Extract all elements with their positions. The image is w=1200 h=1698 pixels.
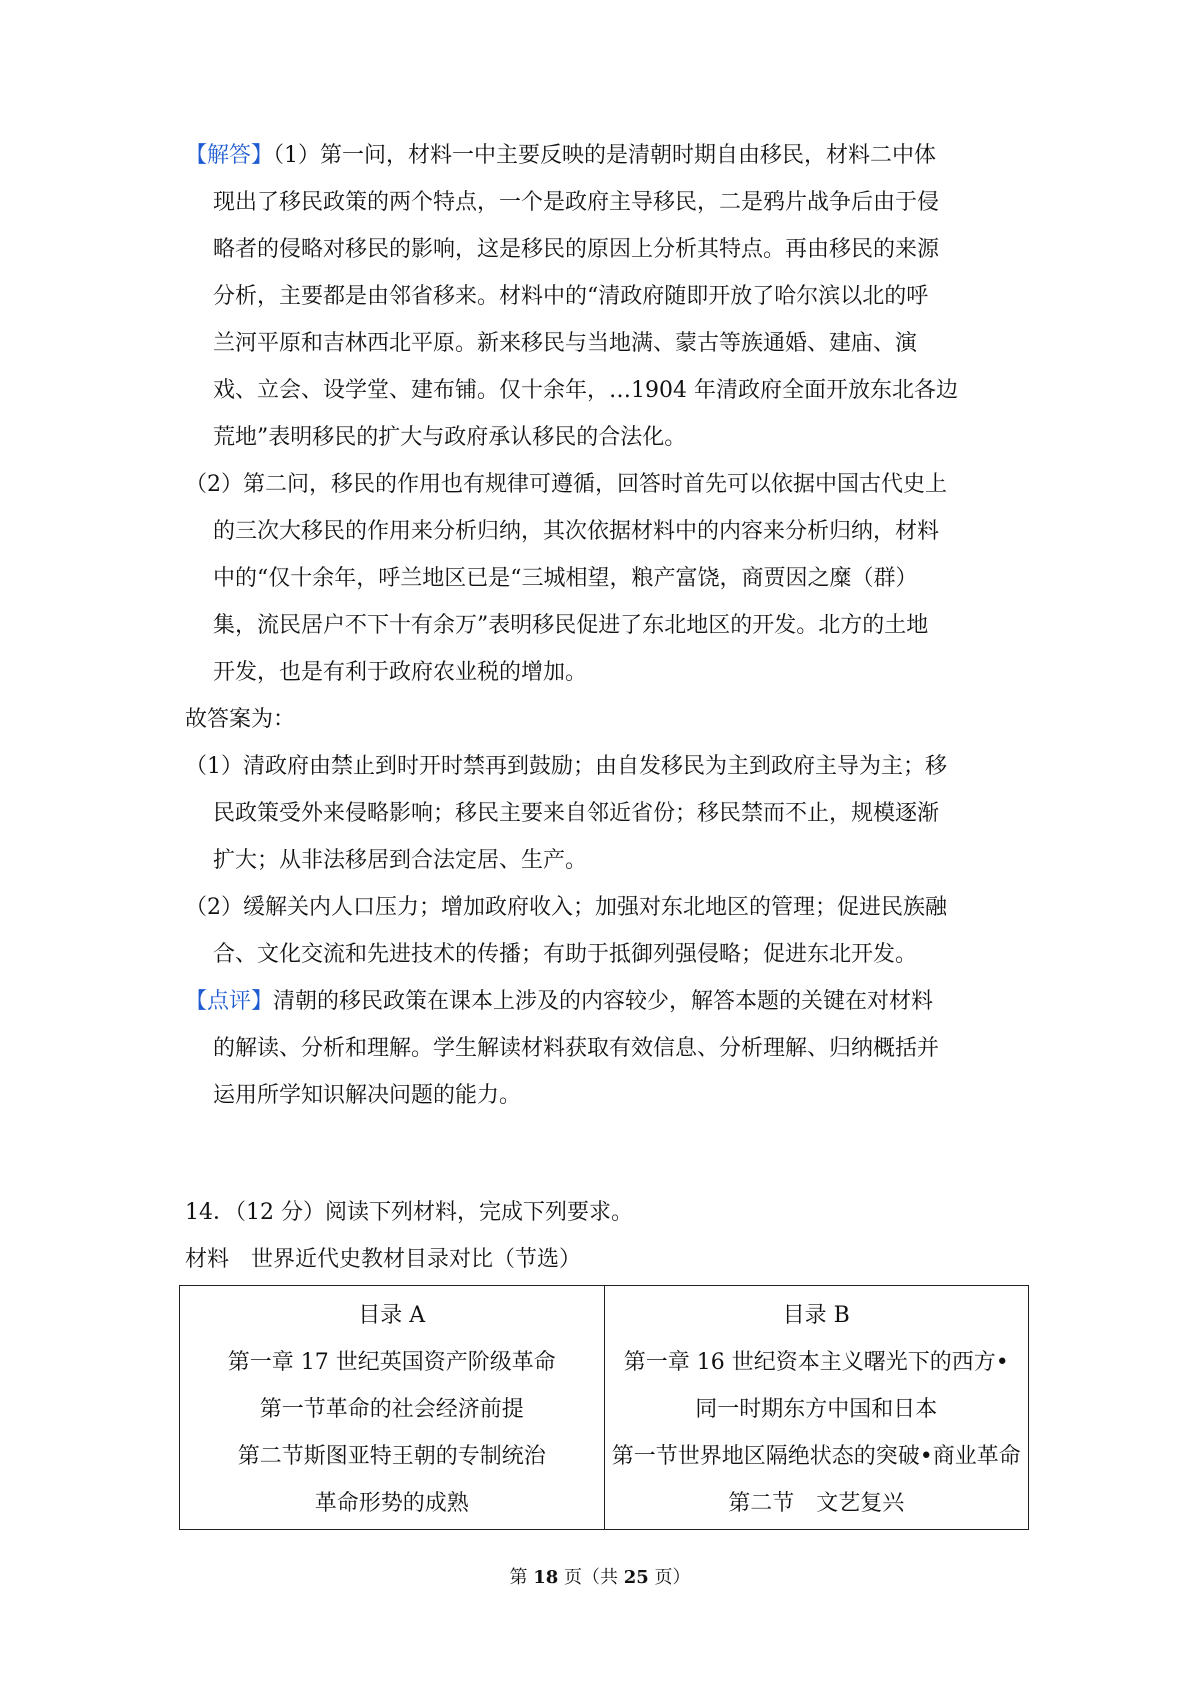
final-a1-line-1: 民政策受外来侵略影响；移民主要来自邻近省份；移民禁而不止，规模逐渐 (213, 801, 940, 826)
answer-p1-line-3: 分析，主要都是由邻省移来。材料中的“清政府随即开放了哈尔滨以北的呼 (213, 284, 929, 309)
final-answer-heading: 故答案为： (185, 707, 296, 732)
final-a1-line-0: （1）清政府由禁止到时开时禁再到鼓励；由自发移民为主到政府主导为主；移 (185, 754, 947, 779)
toc-comparison-table (179, 1285, 1029, 1530)
page-footer: 第 18 页（共 25 页） (509, 1567, 691, 1588)
toc-b-line-2: 同一时期东方中国和日本 (695, 1397, 938, 1422)
toc-column-a (180, 1286, 605, 1530)
answer-p2-line-2: 中的“仅十余年，呼兰地区已是“三城相望，粮产富饶，商贾因之糜（群） (213, 566, 918, 591)
comment-line-2: 运用所学知识解决问题的能力。 (213, 1083, 522, 1108)
answer-p2-line-1: 的三次大移民的作用来分析归纳，其次依据材料中的内容来分析归纳，材料 (213, 519, 940, 544)
final-answer-2 (185, 884, 1030, 978)
answer-p1-line-2: 略者的侵略对移民的影响，这是移民的原因上分析其特点。再由移民的来源 (213, 237, 940, 262)
answer-p1-line-0: （1）第一问，材料一中主要反映的是清朝时期自由移民，材料二中体 (273, 143, 937, 168)
answer-p2-line-0: （2）第二问，移民的作用也有规律可遵循，回答时首先可以依据中国古代史上 (185, 472, 947, 497)
toc-b-line-3: 第一节世界地区隔绝状态的突破•商业革命 (611, 1444, 1021, 1469)
comment-line-1: 的解读、分析和理解。学生解读材料获取有效信息、分析理解、归纳概括并 (213, 1036, 940, 1061)
table-row (180, 1286, 1029, 1530)
toc-a-line-2: 第一节革命的社会经济前提 (259, 1397, 524, 1422)
final-a1-line-2: 扩大；从非法移居到合法定居、生产。 (213, 848, 588, 873)
comment-paragraph (185, 978, 1030, 1119)
toc-a-heading: 目录 A (358, 1303, 426, 1328)
answer-p1-line-5: 戏、立会、设学堂、建布铺。仅十余年，…1904 年清政府全面开放东北各边 (213, 378, 958, 403)
current-page-number: 18 (533, 1567, 559, 1588)
comment-tag: 【点评】 (185, 989, 274, 1014)
answer-paragraph-1 (185, 132, 1030, 461)
answer-tag: 【解答】 (185, 143, 274, 168)
total-page-count: 25 (623, 1567, 649, 1588)
answer-p2-line-3: 集，流民居户不下十有余万”表明移民促进了东北地区的开发。北方的土地 (213, 613, 929, 638)
toc-b-line-1: 第一章 16 世纪资本主义曙光下的西方• (623, 1350, 1009, 1375)
answer-p1-line-6: 荒地”表明移民的扩大与政府承认移民的合法化。 (213, 425, 687, 450)
final-a2-line-1: 合、文化交流和先进技术的传播；有助于抵御列强侵略；促进东北开发。 (213, 942, 918, 967)
comment-line-0: 清朝的移民政策在课本上涉及的内容较少，解答本题的关键在对材料 (273, 989, 934, 1014)
toc-column-b (604, 1286, 1029, 1530)
toc-b-heading: 目录 B (782, 1303, 850, 1328)
question-title: 14．（12 分）阅读下列材料，完成下列要求。 (185, 1200, 633, 1225)
toc-a-line-4: 革命形势的成熟 (314, 1491, 469, 1516)
toc-a-line-3: 第二节斯图亚特王朝的专制统治 (237, 1444, 546, 1469)
toc-a-line-1: 第一章 17 世纪英国资产阶级革命 (227, 1350, 556, 1375)
toc-b-line-4: 第二节 文艺复兴 (728, 1491, 905, 1516)
final-a2-line-0: （2）缓解关内人口压力；增加政府收入；加强对东北地区的管理；促进民族融 (185, 895, 947, 920)
material-caption: 材料 世界近代史教材目录对比（节选） (185, 1247, 582, 1272)
answer-p1-line-1: 现出了移民政策的两个特点，一个是政府主导移民，二是鸦片战争后由于侵 (213, 190, 940, 215)
answer-paragraph-2 (185, 461, 1030, 696)
answer-p2-line-4: 开发，也是有利于政府农业税的增加。 (213, 660, 588, 685)
answer-p1-line-4: 兰河平原和吉林西北平原。新来移民与当地满、蒙古等族通婚、建庙、演 (213, 331, 918, 356)
final-answer-1 (185, 743, 1030, 884)
